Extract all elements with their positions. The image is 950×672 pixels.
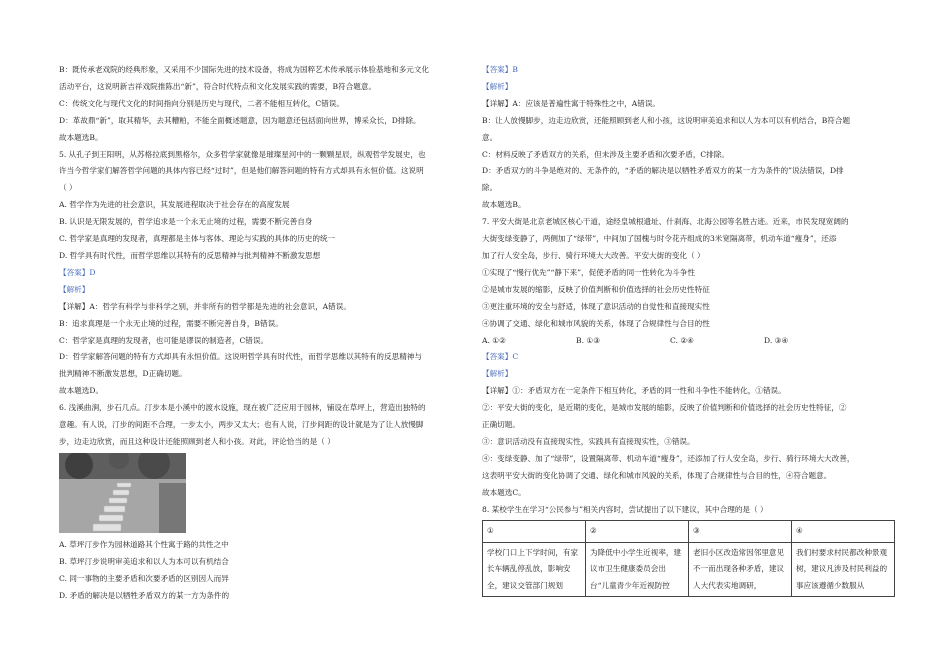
question-stem: 6. 浅溪曲涧，步石几点。汀步本是小溪中的渡水设施，现在被广泛应用于园林，铺设在草坪上，营造出独特的 (59, 403, 426, 413)
left-column (59, 62, 469, 604)
table-cell: 我们村要求村民都改种景观树，建议凡涉及村民利益的事应该遵循少数服从 (792, 542, 895, 597)
stepping-stone-photo (59, 453, 186, 533)
analysis-label: 【解析】 (482, 81, 513, 91)
question-stem: 加了行人安全岛，步行、骑行环境大大改善。平安大街的变化（ ） (482, 250, 705, 260)
text-line: 活动平台，这说明新吉祥戏院推陈出“新”，符合时代特点和文化发展实践的需要，B符合题意。 (59, 81, 377, 91)
question-stem: 7. 平安大街是北京老城区核心干道，途经皇城根遗址、什刹海、北海公园等名胜古迹。近来，市民发现宽阔的 (482, 217, 849, 227)
analysis-line: C：材料反映了矛盾双方的关系，但未涉及主要矛盾和次要矛盾，C排除。 (482, 149, 730, 159)
table-header: ① (483, 521, 586, 543)
question-stem: 许当今哲学家们解答哲学问题的具体内容已经“过时”，但是他们解答问题的特有方式却具有永恒价值。这说明 (59, 166, 424, 176)
stepping-stone-illustration (59, 453, 186, 533)
table-cell: 老旧小区改造常因邻里意见不一而出现各种矛盾，建议人大代表实地调研， (689, 542, 792, 597)
question-stem: 意趣。有人说，汀步的间距不合理，一步太小，两步又太大；也有人说，汀步间距的设计就是为了让人放慢脚 (59, 420, 424, 430)
option: A. ①② (482, 335, 506, 345)
analysis-label: 【解析】 (59, 284, 90, 294)
analysis-line: B：让人放慢脚步，边走边欣赏，还能照顾到老人和小孩，这说明审美追求和以人为本可以有机结合，B符合题 (482, 115, 851, 125)
table-header: ③ (689, 521, 792, 543)
option: C. 哲学家是真理的发现者，真理都是主体与客体、理论与实践的具体的历史的统一 (59, 234, 336, 244)
text-line: B：既传承老戏院的经典形象，又采用不少国际先进的技术设备，将成为国粹艺术传承展示体验基地和多元文化 (59, 65, 430, 74)
option-row (482, 333, 897, 350)
question-8 (482, 502, 897, 598)
table-cell: 学校门口上下学时间，有家长车辆乱停乱放，影响安全，建议交管部门规划 (483, 542, 586, 597)
option: B. 认识是无限发展的，哲学追求是一个永无止境的过程，需要不断完善自身 (59, 217, 313, 227)
analysis-line: D：矛盾双方的斗争是绝对的、无条件的，“矛盾的解决是以牺牲矛盾双方的某一方为条件的”说法错误，D排 (482, 166, 844, 176)
option: D. ③④ (764, 335, 789, 345)
option: A. 草坪汀步作为园林道路其个性寓于路的共性之中 (59, 539, 229, 549)
analysis-line: 故本题选C。 (482, 487, 526, 497)
question-7 (482, 214, 897, 501)
text-line: D：革故鼎“新”，取其精华，去其糟粕，不能全面概述题意，因为题意还包括面向世界，博采众长，D排除。 (59, 115, 421, 125)
analysis-line: 这表明平安大街的变化协调了交通、绿化和城市风貌的关系，体现了合规律性与合目的性，④符合题意。 (482, 470, 832, 480)
table-header: ② (586, 521, 689, 543)
statement-item: ③更注重环境的安全与舒适，体现了意识活动的自觉性和直接现实性 (482, 301, 710, 311)
question-5 (59, 147, 469, 401)
table-row (483, 542, 895, 597)
analysis-line: 意。 (482, 132, 498, 142)
option: B. ①③ (576, 335, 601, 345)
analysis-line: D：哲学家解答问题的特有方式却具有永恒价值。这说明哲学具有时代性，而哲学思维以其特有的反思精神与 (59, 352, 422, 362)
option: D. 矛盾的解决是以牺牲矛盾双方的某一方为条件的 (59, 590, 230, 600)
analysis-line: 批判精神不断激发思想，D正确切题。 (59, 369, 187, 379)
analysis-line: 正确切题。 (482, 420, 520, 430)
text-line: C：传统文化与现代文化的时间指向分别是历史与现代，二者不能相互转化，C错误。 (59, 98, 344, 108)
analysis-label: 【解析】 (482, 369, 513, 379)
statement-item: ②是城市发展的缩影，反映了价值判断和价值选择的社会历史性特征 (482, 284, 710, 294)
answer-label: 【答案】D (59, 267, 96, 277)
question-stem: 步，边走边欣赏，而且这种设计还能照顾到老人和小孩。对此，评论恰当的是（ ） (59, 436, 335, 446)
analysis-line: ②：平安大街的变化，是近期的变化，是城市发展的缩影，反映了价值判断和价值选择的社会历史性特征，② (482, 403, 847, 413)
table-header-row (483, 521, 895, 543)
analysis-line: C：哲学家是真理的发现者，也可能是谬误的制造者，C错误。 (59, 335, 269, 345)
answer-label: 【答案】C (482, 352, 519, 362)
option: B. 草坪汀步说明审美追求和以人为本可以有机结合 (59, 556, 229, 566)
suggestion-table (482, 520, 895, 597)
answer-label: 【答案】B (482, 65, 518, 74)
question-stem: （ ） (59, 183, 77, 193)
option: C. 同一事物的主要矛盾和次要矛盾的区别因人而异 (59, 573, 229, 583)
option: C. ②④ (670, 335, 694, 345)
analysis-line: 【详解】A：应该是普遍性寓于特殊性之中，A错误。 (482, 98, 661, 108)
analysis-line: ④：变绿变静、加了“绿带”，设置隔离带、机动车道“瘦身”，还添加了行人安全岛，步行、骑行环境大大改善， (482, 453, 855, 463)
statement-item: ④协调了交通、绿化和城市风貌的关系，体现了合规律性与合目的性 (482, 318, 710, 328)
analysis-line: 除。 (482, 183, 498, 193)
option: A. 哲学作为先进的社会意识，其发展进程取决于社会存在的高度发展 (59, 200, 290, 210)
question-6 (59, 400, 469, 604)
right-column (482, 62, 897, 597)
text-line: 故本题选B。 (59, 132, 103, 142)
analysis-line: 【详解】①：矛盾双方在一定条件下相互转化，矛盾的同一性和斗争性不能转化，①错误。 (482, 386, 786, 396)
option: D. 哲学具有时代性，而哲学思维以其特有的反思精神与批判精神不断激发思想 (59, 250, 321, 260)
question-stem: 5. 从孔子到王阳明，从苏格拉底到黑格尔，众多哲学家就像是璀璨星河中的一颗颗星辰，纵观哲学发展史，也 (59, 149, 426, 159)
table-header: ④ (792, 521, 895, 543)
question-stem: 大街变绿变静了，两侧加了“绿带”，中间加了国槐与时令花卉组成的3米宽隔离带，机动车道“瘦身”，还添 (482, 234, 837, 244)
analysis-line: 故本题选D。 (59, 386, 104, 396)
analysis-line: 【详解】A：哲学有科学与非科学之别，并非所有的哲学都是先进的社会意识，A错误。 (59, 301, 351, 311)
analysis-line: ③：意识活动没有直接现实性，实践具有直接现实性，③错误。 (482, 436, 695, 446)
statement-item: ①实现了“慢行优先”“静下来”，促使矛盾的同一性转化为斗争性 (482, 267, 695, 277)
analysis-line: B：追求真理是一个永无止境的过程，需要不断完善自身，B错误。 (59, 318, 283, 328)
question-stem: 8. 某校学生在学习“公民参与”相关内容时，尝试提出了以下建议，其中合理的是（ ） (482, 504, 768, 514)
table-cell: 为降低中小学生近视率，建议市卫生健康委员会出台“儿童青少年近视防控 (586, 542, 689, 597)
analysis-line: 故本题选B。 (482, 200, 526, 210)
